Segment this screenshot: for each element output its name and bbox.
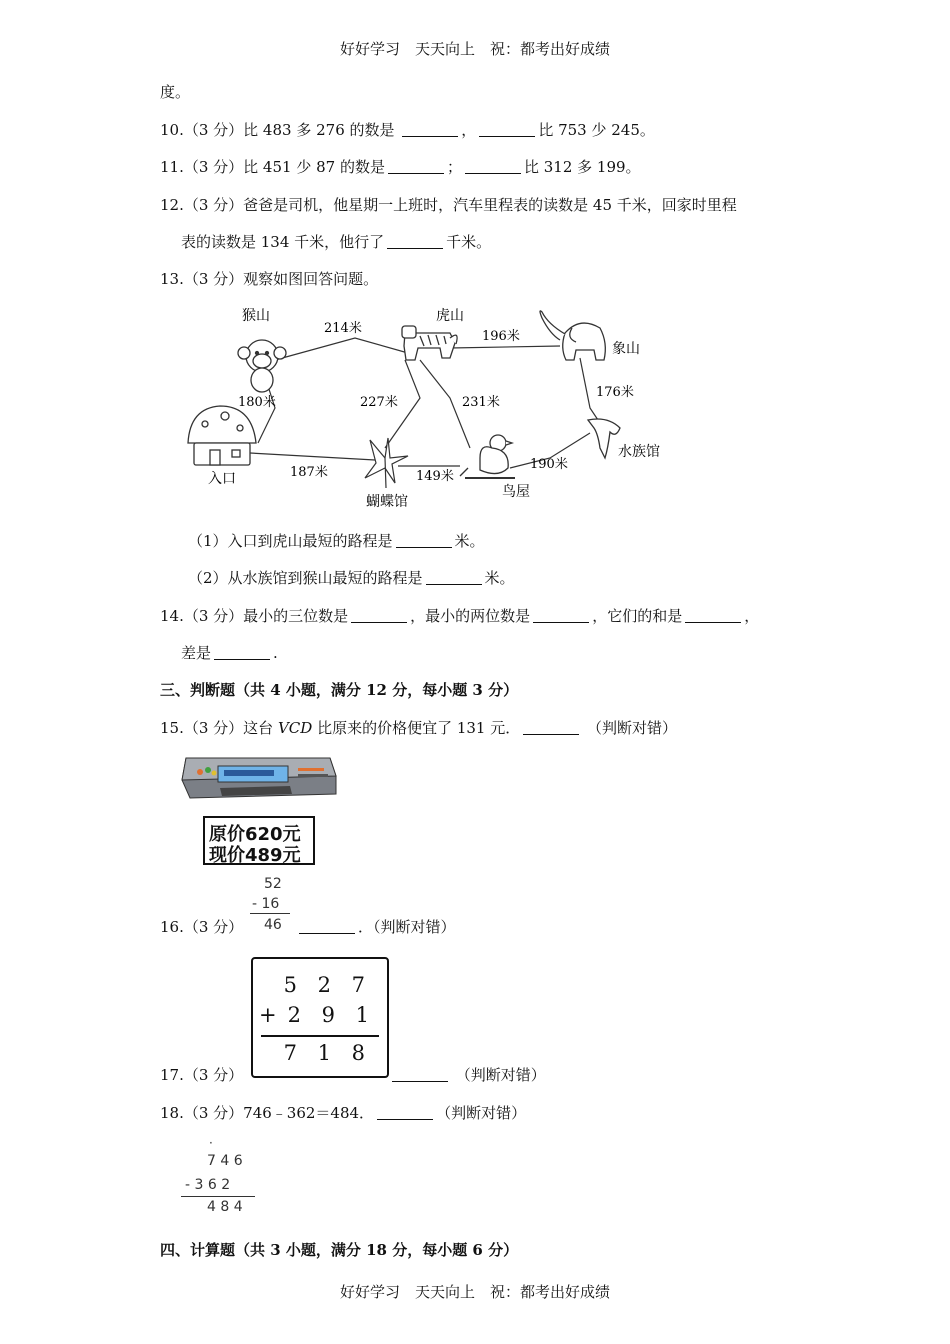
question-14-line-2 <box>181 642 278 663</box>
distance-entrance-monkey: 180米 <box>238 395 276 410</box>
route-entrance-butterfly <box>250 453 375 460</box>
original-price: 原价620元 <box>209 824 301 845</box>
q17-answer-blank[interactable] <box>392 1067 448 1082</box>
q16-vertical-top: 52 <box>264 876 282 892</box>
q14-text-f: . <box>273 644 278 662</box>
butterfly-icon <box>365 438 408 488</box>
label-monkey-hill: 猴山 <box>242 308 270 324</box>
q10-answer-blank-2[interactable] <box>479 122 535 137</box>
q10-text-a: 10.（3 分）比 483 多 276 的数是 <box>160 121 395 139</box>
q17-r1-d3: 7 <box>351 973 365 997</box>
question-12-line-2 <box>181 231 491 252</box>
q17-row-2 <box>259 1003 375 1027</box>
question-17-tail <box>389 1064 546 1085</box>
question-10 <box>160 119 655 140</box>
distance-tiger-butterfly: 227米 <box>360 395 398 410</box>
elephant-icon <box>540 311 605 360</box>
q14-answer-blank-3[interactable] <box>685 608 741 623</box>
question-13-sub-2 <box>188 567 515 588</box>
q17-row-3 <box>263 1041 379 1065</box>
q18-vertical-result: 4 8 4 <box>207 1199 243 1215</box>
q18-borrow-dot: · <box>209 1136 213 1150</box>
q11-text-b: ； <box>446 158 462 176</box>
q15-text-a: 15.（3 分）这台 <box>160 719 274 737</box>
q14-text-c: ，它们的和是 <box>592 607 683 625</box>
question-16-tail <box>296 916 456 937</box>
zoo-route-map <box>180 298 700 516</box>
q11-text-c: 比 312 多 199。 <box>523 158 641 176</box>
question-12-line-1: 12.（3 分）爸爸是司机，他星期一上班时，汽车里程表的读数是 45 千米，回家时里程 <box>160 196 737 214</box>
prev-question-tail: 度。 <box>160 83 191 101</box>
question-17-label: 17.（3 分） <box>160 1066 244 1084</box>
dolphin-icon <box>588 419 620 458</box>
q16-vertical-subtrahend: - 16 <box>252 896 280 912</box>
q17-plus-sign: + <box>259 1003 277 1027</box>
question-18 <box>160 1102 526 1123</box>
q17-addition-box <box>251 957 389 1078</box>
bird-icon <box>460 435 515 478</box>
route-tiger-elephant <box>450 346 560 348</box>
q14-text-a: 14.（3 分）最小的三位数是 <box>160 607 349 625</box>
q10-answer-blank-1[interactable] <box>402 122 458 137</box>
label-aquarium: 水族馆 <box>618 444 660 460</box>
q14-answer-blank-2[interactable] <box>533 608 589 623</box>
q14-text-d: ， <box>744 607 760 625</box>
q15-text-b: 比原来的价格便宜了 131 元． <box>317 719 521 737</box>
price-tag <box>203 816 315 865</box>
q18-vertical-subtrahend: - 3 6 2 <box>185 1177 231 1193</box>
label-elephant-hill: 象山 <box>612 341 640 357</box>
q11-answer-blank-1[interactable] <box>388 159 444 174</box>
q17-r3-d1: 7 <box>283 1041 297 1065</box>
q13-sub1-text-b: 米。 <box>454 532 485 550</box>
q18-text-a: 18.（3 分）746﹣362＝484． <box>160 1104 375 1122</box>
q16-answer-blank[interactable] <box>299 919 355 934</box>
route-monkey-tiger <box>275 338 408 360</box>
monkey-icon <box>238 340 286 392</box>
page-footer: 好好学习 天天向上 祝：都考出好成绩 <box>339 1283 610 1301</box>
q13-sub2-text-a: （2）从水族馆到猴山最短的路程是 <box>188 569 423 587</box>
q11-text-a: 11.（3 分）比 451 少 87 的数是 <box>160 158 385 176</box>
distance-monkey-tiger: 214米 <box>324 321 362 336</box>
q13-sub2-text-b: 米。 <box>484 569 515 587</box>
q16-vertical-result: 46 <box>264 917 282 933</box>
q17-r2-d3: 1 <box>355 1003 369 1027</box>
question-13-sub-1 <box>188 530 485 551</box>
q18-text-b: （判断对错） <box>436 1104 527 1122</box>
question-16-label: 16.（3 分） <box>160 918 244 936</box>
q14-answer-blank-4[interactable] <box>214 645 270 660</box>
distance-entrance-butterfly: 187米 <box>290 465 328 480</box>
q11-answer-blank-2[interactable] <box>465 159 521 174</box>
q13-sub1-answer-blank[interactable] <box>396 533 452 548</box>
q17-row-1 <box>263 973 379 997</box>
current-price: 现价489元 <box>209 845 301 866</box>
distance-tiger-bird: 231米 <box>462 395 500 410</box>
q12-answer-blank[interactable] <box>387 234 443 249</box>
q17-r2-d2: 9 <box>321 1003 335 1027</box>
question-14-line-1 <box>160 605 759 626</box>
page-header: 好好学习 天天向上 祝：都考出好成绩 <box>339 40 610 58</box>
q17-r1-d1: 5 <box>283 973 297 997</box>
mushroom-house-icon <box>188 406 256 465</box>
label-entrance: 入口 <box>208 471 236 487</box>
q16-vertical-line <box>250 913 290 914</box>
q13-sub2-answer-blank[interactable] <box>426 570 482 585</box>
question-11 <box>160 156 641 177</box>
q15-answer-blank[interactable] <box>523 720 579 735</box>
distance-butterfly-bird: 149米 <box>416 469 454 484</box>
label-tiger-hill: 虎山 <box>436 308 464 324</box>
section-4-title: 四、计算题（共 3 小题，满分 18 分，每小题 6 分） <box>160 1241 519 1259</box>
q12-text-b: 千米。 <box>446 233 492 251</box>
q17-r3-d3: 8 <box>351 1041 365 1065</box>
q12-text-a: 表的读数是 134 千米，他行了 <box>181 233 385 251</box>
q18-answer-blank[interactable] <box>377 1105 433 1120</box>
tiger-icon <box>402 326 457 360</box>
distance-bird-aquarium: 190米 <box>530 457 568 472</box>
q10-text-c: 比 753 少 245。 <box>538 121 655 139</box>
q17-r3-d2: 1 <box>317 1041 331 1065</box>
q18-vertical-top: 7 4 6 <box>207 1153 243 1169</box>
q10-text-b: ， <box>461 121 477 139</box>
distance-tiger-elephant: 196米 <box>482 329 520 344</box>
q16-text-b: ．（判断对错） <box>358 918 456 936</box>
q17-r1-d2: 2 <box>317 973 331 997</box>
label-butterfly-hall: 蝴蝶馆 <box>366 494 408 510</box>
q14-text-b: ，最小的两位数是 <box>410 607 531 625</box>
q13-sub1-text-a: （1）入口到虎山最短的路程是 <box>188 532 393 550</box>
q17-sum-line <box>261 1035 379 1037</box>
q17-text-b: （判断对错） <box>455 1066 546 1084</box>
distance-elephant-aquarium: 176米 <box>596 385 634 400</box>
label-bird-house: 鸟屋 <box>502 484 530 500</box>
question-15 <box>160 717 677 738</box>
q17-r2-d1: 2 <box>287 1003 301 1027</box>
vcd-player-image <box>180 748 340 808</box>
question-13-stem: 13.（3 分）观察如图回答问题。 <box>160 270 379 288</box>
q15-vcd: VCD <box>277 719 313 737</box>
section-3-title: 三、判断题（共 4 小题，满分 12 分，每小题 3 分） <box>160 681 519 699</box>
q18-vertical-line <box>181 1196 255 1197</box>
q14-text-e: 差是 <box>181 644 212 662</box>
q15-text-c: （判断对错） <box>587 719 678 737</box>
q14-answer-blank-1[interactable] <box>351 608 407 623</box>
